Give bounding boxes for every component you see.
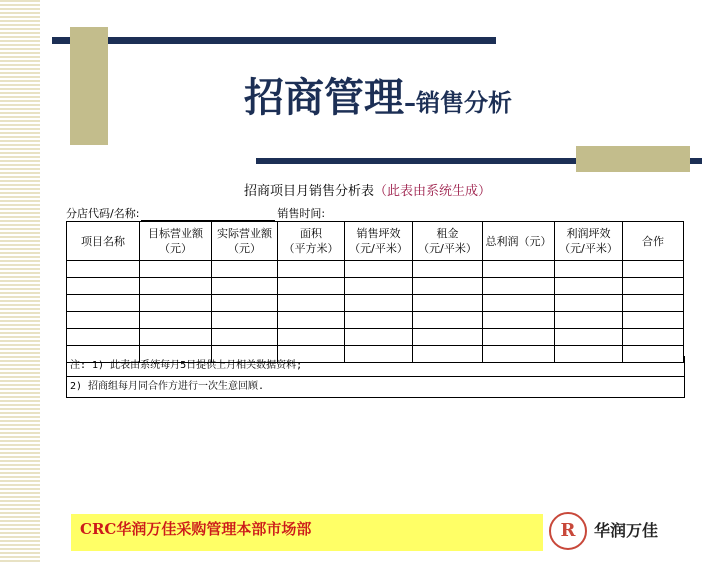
table-notes xyxy=(66,356,685,398)
column-header-label: 项目名称 xyxy=(81,234,125,248)
table-header-row xyxy=(67,222,684,261)
table-cell xyxy=(140,278,212,295)
column-header-label: 租金 xyxy=(436,227,459,240)
table-cell xyxy=(623,295,684,312)
table-cell xyxy=(67,312,140,329)
column-header xyxy=(67,222,140,261)
table-cell xyxy=(345,312,413,329)
table-cell xyxy=(413,261,483,278)
column-header-label: 利润坪效 xyxy=(566,227,611,240)
table-cell xyxy=(483,312,555,329)
table-cell xyxy=(67,261,140,278)
table-cell xyxy=(555,295,623,312)
table-cell xyxy=(212,278,278,295)
column-header-label: 合作 xyxy=(642,234,664,248)
table-cell xyxy=(345,329,413,346)
column-header xyxy=(278,222,345,261)
table-cell xyxy=(345,261,413,278)
footer-crc-label: CRC华润万佳采购管理本部市场部 xyxy=(80,520,312,538)
table-cell xyxy=(623,312,684,329)
left-stripe-decoration xyxy=(0,0,40,562)
sheet-title-text: 招商项目月销售分析表 xyxy=(244,184,375,199)
table-cell xyxy=(623,329,684,346)
table-cell xyxy=(67,295,140,312)
table-cell xyxy=(623,278,684,295)
table-cell xyxy=(483,329,555,346)
column-header xyxy=(623,222,684,261)
column-header-unit: （元） xyxy=(228,242,261,255)
left-accent-block xyxy=(70,27,108,145)
slide-title xyxy=(244,68,512,136)
table-cell xyxy=(413,278,483,295)
table-cell xyxy=(345,278,413,295)
table-cell xyxy=(278,261,345,278)
note-line-1: 注: 1) 此表由系统每月5日提供上月相关数据资料; xyxy=(70,360,303,371)
table-cell xyxy=(67,329,140,346)
crc-logo-icon: R xyxy=(549,512,587,550)
column-header xyxy=(345,222,413,261)
column-header-unit: （平方米） xyxy=(283,242,339,255)
time-label: 销售时间: xyxy=(277,207,326,220)
table-cell xyxy=(555,312,623,329)
column-header-unit: （元/平米） xyxy=(418,242,477,255)
column-header-label: 销售坪效 xyxy=(356,227,401,240)
table-cell xyxy=(140,261,212,278)
table-row xyxy=(67,295,684,312)
column-header-label: 实际营业额 xyxy=(217,227,272,240)
column-header xyxy=(483,222,555,261)
slide-title-sub: 销售分析 xyxy=(416,89,512,117)
table-row xyxy=(67,278,684,295)
column-header xyxy=(212,222,278,261)
table-cell xyxy=(140,312,212,329)
table-cell xyxy=(212,329,278,346)
table-cell xyxy=(212,261,278,278)
table-cell xyxy=(483,278,555,295)
right-accent-block xyxy=(576,146,690,172)
table-cell xyxy=(413,312,483,329)
table-cell xyxy=(67,278,140,295)
table-cell xyxy=(623,261,684,278)
column-header-unit: （元/平米） xyxy=(349,242,408,255)
table-cell xyxy=(278,278,345,295)
column-header xyxy=(555,222,623,261)
table-cell xyxy=(278,329,345,346)
store-label: 分店代码/名称: xyxy=(66,207,140,220)
table-cell xyxy=(555,278,623,295)
sheet-meta-line xyxy=(66,205,325,221)
note-line-2: 2) 招商组每月同合作方进行一次生意回顾. xyxy=(67,376,684,397)
column-header-label: 目标营业额 xyxy=(148,227,203,240)
table-cell xyxy=(483,295,555,312)
column-header-label: 面积 xyxy=(300,227,322,240)
column-header-label: 总利润（元） xyxy=(485,234,552,248)
column-header xyxy=(413,222,483,261)
table-cell xyxy=(483,261,555,278)
table-cell xyxy=(278,312,345,329)
column-header xyxy=(140,222,212,261)
table-cell xyxy=(555,329,623,346)
footer-brand: 华润万佳 xyxy=(594,521,659,540)
top-accent-bar xyxy=(52,37,496,44)
table-row xyxy=(67,312,684,329)
sheet-title xyxy=(244,180,491,199)
table-row xyxy=(67,329,684,346)
table-body xyxy=(67,261,684,363)
table-cell xyxy=(278,295,345,312)
table-cell xyxy=(413,329,483,346)
slide-title-main: 招商管理 xyxy=(244,75,404,121)
table-cell xyxy=(212,295,278,312)
table-cell xyxy=(555,261,623,278)
table-cell xyxy=(345,295,413,312)
slide-title-dash: – xyxy=(404,89,416,117)
sheet-title-note: （此表由系统生成） xyxy=(374,184,492,199)
table-row xyxy=(67,261,684,278)
sales-analysis-table xyxy=(66,221,684,363)
table-cell xyxy=(140,295,212,312)
table-cell xyxy=(212,312,278,329)
column-header-unit: （元/平米） xyxy=(559,242,618,255)
table-cell xyxy=(413,295,483,312)
store-blank-line xyxy=(141,210,275,221)
column-header-unit: （元） xyxy=(159,242,192,255)
table-cell xyxy=(140,329,212,346)
